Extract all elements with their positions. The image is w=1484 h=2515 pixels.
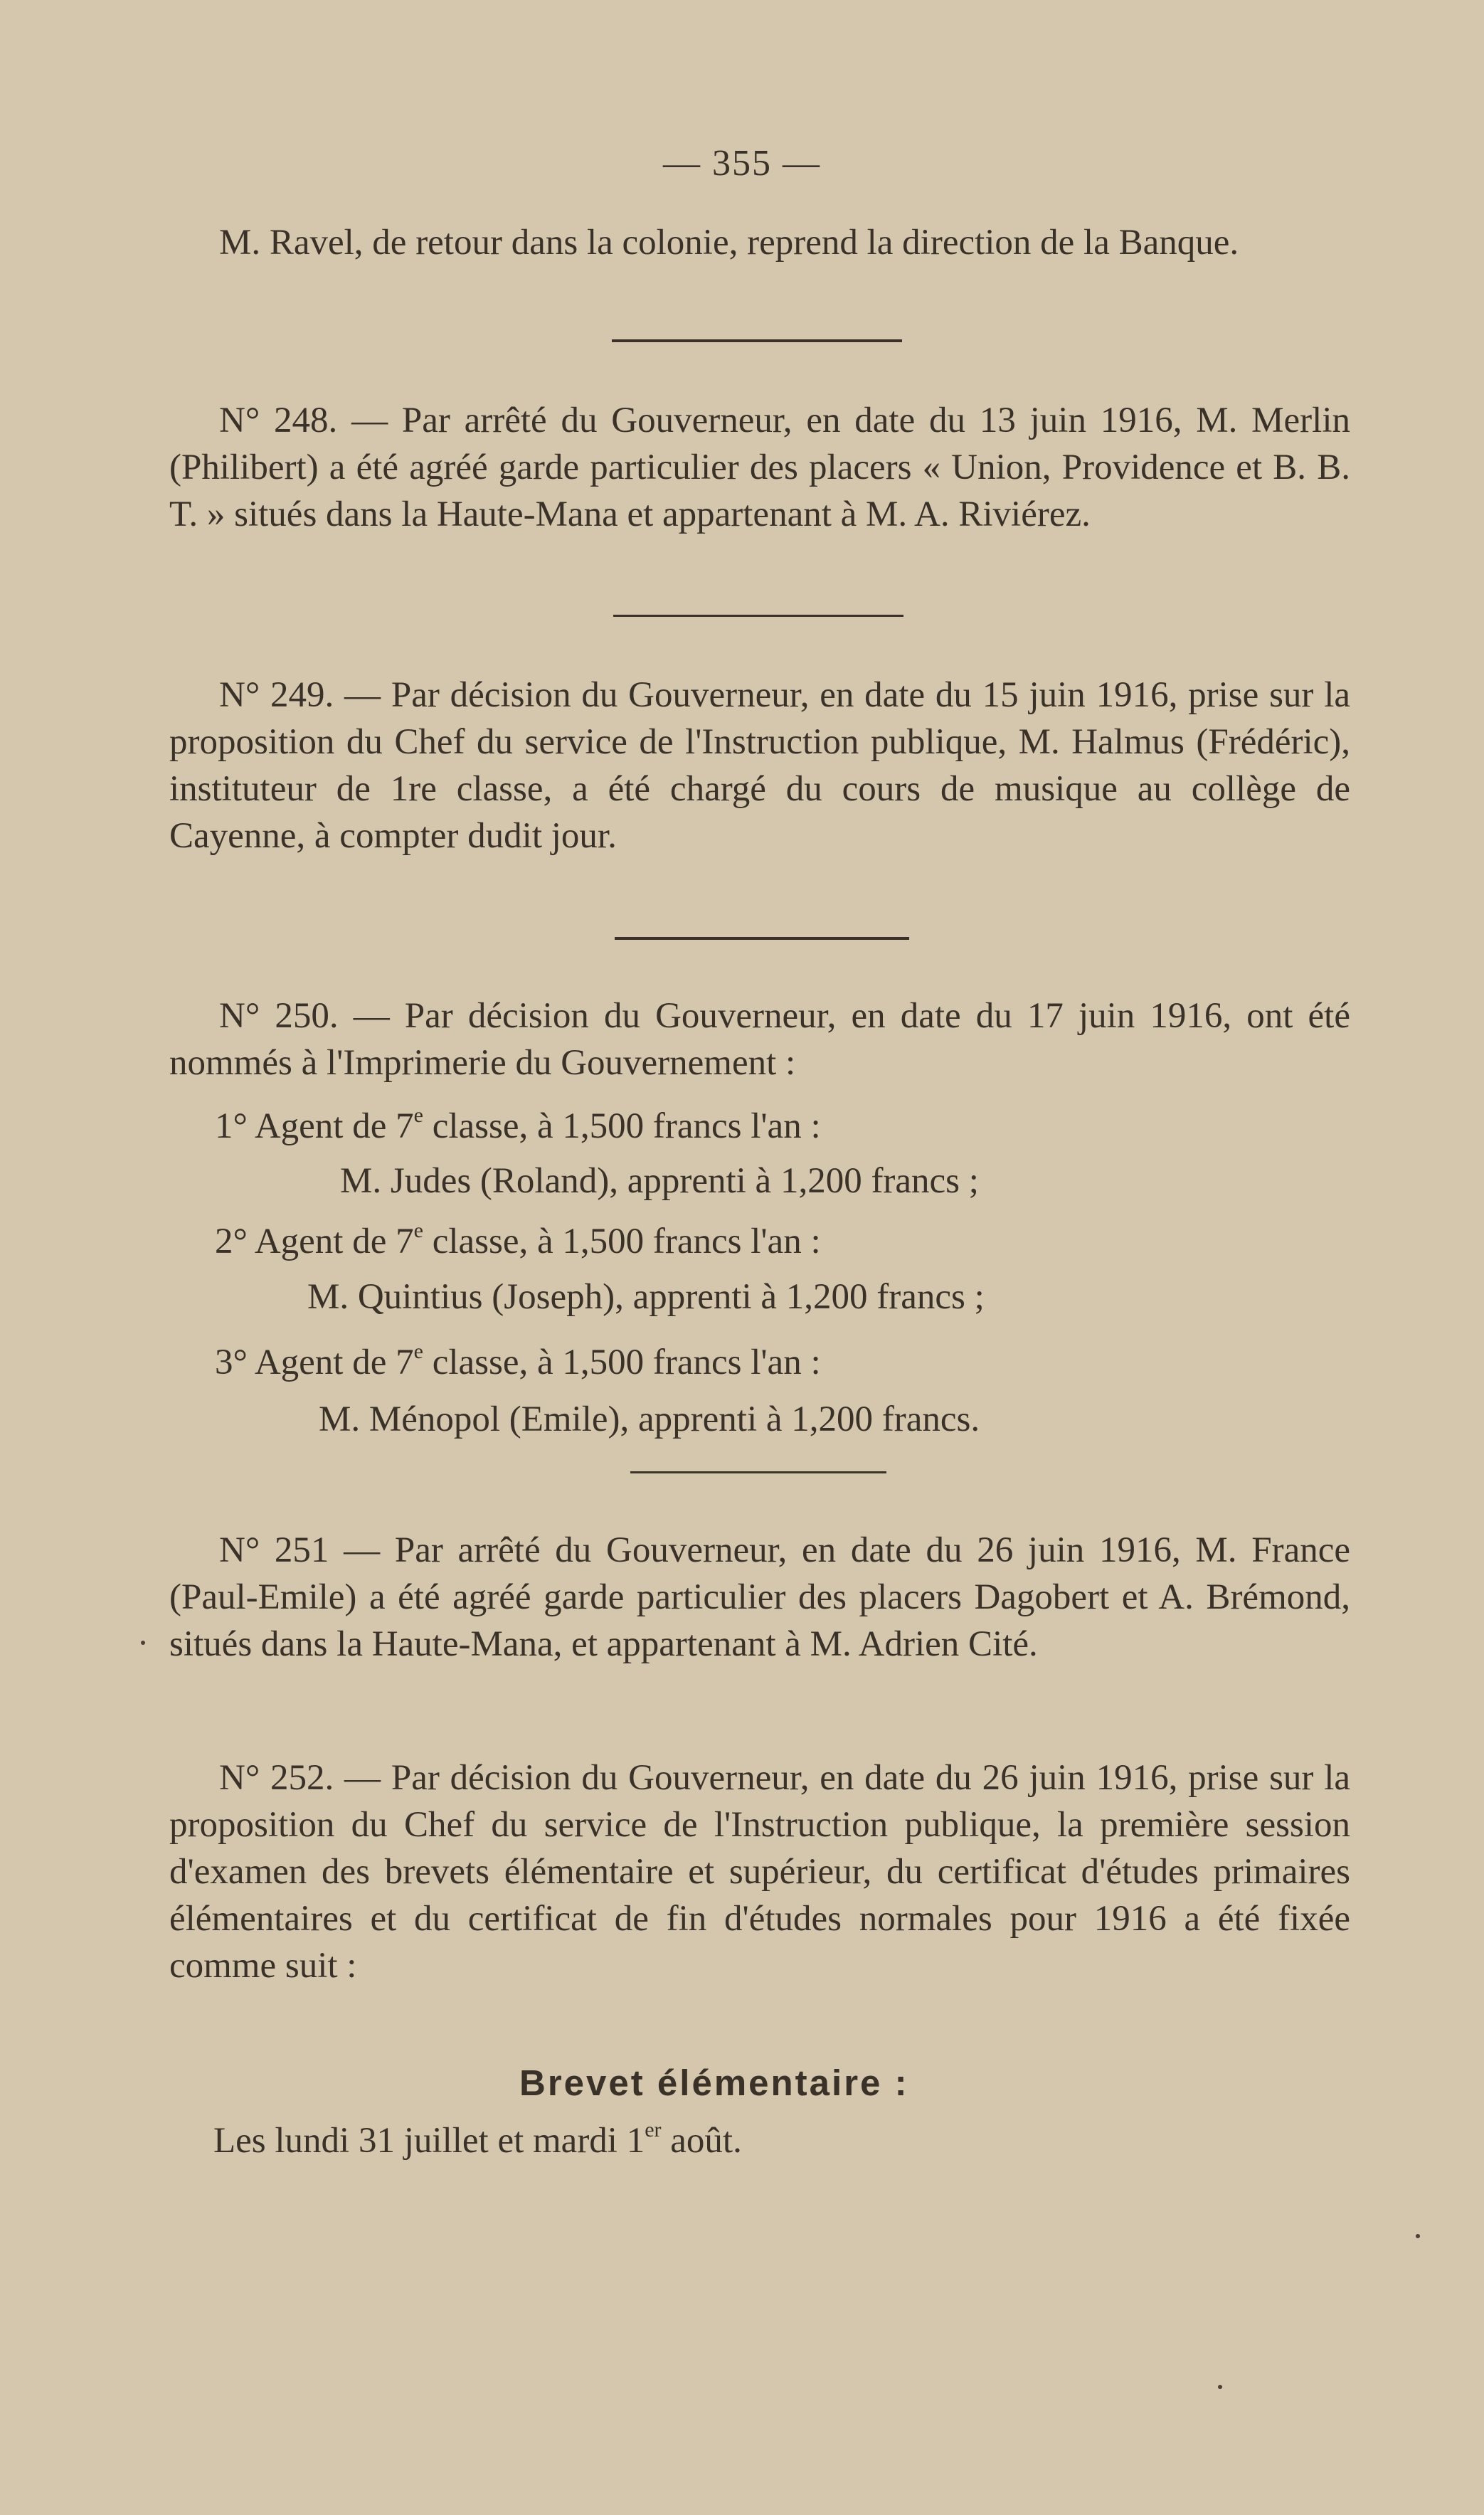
print-speck xyxy=(141,1641,145,1645)
list-number: 1° xyxy=(215,1106,248,1146)
list-item-person: M. Quintius (Joseph), apprenti à 1,200 francs ; xyxy=(307,1277,985,1317)
paragraph-251: N° 251 — Par arrêté du Gouverneur, en date du 26 juin 1916, M. France (Paul-Emile) a été agréé garde particulier des placers Dagobert et A. Brémond, situés dans la Haute-Mana, et appartenant à M. Adrien Cité. xyxy=(169,1530,1350,1664)
separator-rule xyxy=(615,937,909,940)
list-number: 3° xyxy=(215,1343,248,1382)
list-item-post: 1° Agent de 7e classe, à 1,500 francs l'an : xyxy=(215,1103,821,1146)
paragraph-249: N° 249. — Par décision du Gouverneur, en date du 15 juin 1916, prise sur la proposition du Chef du service de l'Instruction publique, M. Halmus (Frédéric), instituteur de 1re classe, a été chargé du cours de musique au collège de Cayenne, à compter dudit jour. xyxy=(169,675,1350,856)
separator-rule xyxy=(630,1471,886,1473)
list-item-post: 2° Agent de 7e classe, à 1,500 francs l'an : xyxy=(215,1219,821,1261)
list-item-person: M. Ménopol (Emile), apprenti à 1,200 francs. xyxy=(319,1399,980,1439)
heading-brevet: Brevet élémentaire : xyxy=(519,2063,909,2103)
page-number: — 355 — xyxy=(663,143,821,184)
exam-dates: Les lundi 31 juillet et mardi 1er août. xyxy=(213,2118,742,2161)
separator-rule xyxy=(613,615,903,617)
separator-rule xyxy=(612,339,902,342)
list-item-post: 3° Agent de 7e classe, à 1,500 francs l'an : xyxy=(215,1340,821,1382)
print-speck xyxy=(1416,2234,1420,2238)
print-speck xyxy=(1218,2385,1222,2389)
paragraph-250-intro: N° 250. — Par décision du Gouverneur, en date du 17 juin 1916, ont été nommés à l'Imprimerie du Gouvernement : xyxy=(169,996,1350,1083)
list-item-person: M. Judes (Roland), apprenti à 1,200 francs ; xyxy=(340,1161,979,1201)
list-number: 2° xyxy=(215,1222,248,1261)
paragraph-248: N° 248. — Par arrêté du Gouverneur, en date du 13 juin 1916, M. Merlin (Philibert) a été agréé garde particulier des placers « Union, Providence et B. B. T. » situés dans la Haute-Mana et appartenant à M. A. Riviérez. xyxy=(169,401,1350,534)
paragraph-252: N° 252. — Par décision du Gouverneur, en date du 26 juin 1916, prise sur la proposition du Chef du service de l'Instruction publique, la première session d'examen des brevets élémentaire et supérieur, du certificat d'études primaires élémentaires et du certificat de fin d'études normales pour 1916 a été fixée comme suit : xyxy=(169,1758,1350,1986)
paragraph-ravel: M. Ravel, de retour dans la colonie, reprend la direction de la Banque. xyxy=(219,223,1239,263)
